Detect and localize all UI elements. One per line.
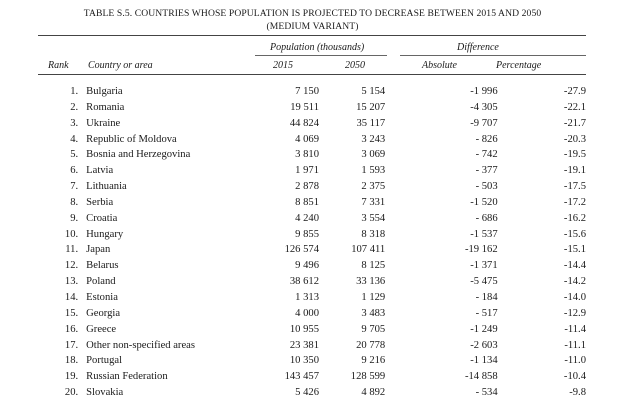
population-2050-cell: 8 318 xyxy=(361,228,386,240)
header-bottom-rule xyxy=(38,74,586,75)
population-2050-cell: 5 154 xyxy=(361,86,386,97)
table-row xyxy=(38,132,586,148)
percentage-difference-cell: -19.1 xyxy=(563,165,586,177)
population-2015-cell: 8 851 xyxy=(295,196,319,208)
percentage-difference-cell: -22.1 xyxy=(563,101,586,113)
population-2015-cell: 4 240 xyxy=(295,212,319,224)
absolute-difference-cell: -1 537 xyxy=(470,228,498,240)
population-2050-cell: 128 599 xyxy=(350,371,386,383)
percentage-difference-cell: -14.2 xyxy=(563,276,586,288)
country-cell: Romania xyxy=(86,101,125,113)
table-row xyxy=(38,322,586,338)
country-cell: Ukraine xyxy=(86,117,121,129)
rank-cell: 13. xyxy=(64,276,79,288)
population-2015-cell: 10 350 xyxy=(289,355,319,367)
population-2050-cell: 1 593 xyxy=(361,165,386,177)
population-2015-cell: 10 955 xyxy=(289,323,319,335)
absolute-header: Absolute xyxy=(422,60,457,71)
population-2050-cell: 33 136 xyxy=(356,276,386,288)
country-cell: Russian Federation xyxy=(86,371,168,383)
country-cell: Slovakia xyxy=(86,387,124,399)
table-row xyxy=(38,353,586,369)
rank-header: Rank xyxy=(48,60,69,71)
country-cell: Hungary xyxy=(86,228,124,240)
absolute-difference-cell: - 503 xyxy=(475,181,498,193)
table-row xyxy=(38,274,586,290)
table-row xyxy=(38,211,586,227)
rank-cell: 5. xyxy=(70,149,79,161)
table-row xyxy=(38,306,586,322)
percentage-difference-cell: -9.8 xyxy=(569,387,586,399)
country-cell: Poland xyxy=(86,276,116,288)
rank-cell: 8. xyxy=(70,196,79,208)
population-2050-cell: 1 129 xyxy=(361,291,386,303)
percentage-difference-cell: -27.9 xyxy=(563,86,586,97)
population-group-header: Population (thousands) xyxy=(270,42,365,53)
population-2015-cell: 4 000 xyxy=(295,307,319,319)
country-cell: Estonia xyxy=(86,291,118,303)
population-2015-cell: 9 496 xyxy=(295,260,319,272)
country-cell: Republic of Moldova xyxy=(86,133,177,145)
country-cell: Japan xyxy=(86,244,111,256)
absolute-difference-cell: -9 707 xyxy=(470,117,498,129)
table-body xyxy=(38,84,586,401)
table-row xyxy=(38,84,586,100)
population-2050-cell: 9 216 xyxy=(361,355,386,367)
table-row xyxy=(38,242,586,258)
table-row xyxy=(38,179,586,195)
absolute-difference-cell: -14 858 xyxy=(464,371,498,383)
population-2050-cell: 4 892 xyxy=(361,387,386,399)
country-cell: Croatia xyxy=(86,212,118,224)
population-2050-cell: 3 554 xyxy=(361,212,386,224)
country-cell: Belarus xyxy=(86,260,119,272)
percentage-difference-cell: -14.0 xyxy=(563,291,586,303)
percentage-difference-cell: -15.1 xyxy=(563,244,586,256)
population-2050-cell: 15 207 xyxy=(356,101,386,113)
percentage-difference-cell: -15.6 xyxy=(563,228,586,240)
percentage-difference-cell: -12.9 xyxy=(563,307,586,319)
population-2015-cell: 23 381 xyxy=(289,339,319,351)
table-title: TABLE S.5. COUNTRIES WHOSE POPULATION IS PROJECTED TO DECREASE BETWEEN 2015 AND 2050 xyxy=(83,8,542,19)
absolute-difference-cell: -19 162 xyxy=(464,244,498,256)
population-subrule xyxy=(255,55,387,56)
population-2050-cell: 9 705 xyxy=(361,323,386,335)
table-row xyxy=(38,195,586,211)
population-2050-cell: 107 411 xyxy=(351,244,386,256)
percentage-difference-cell: -21.7 xyxy=(563,117,586,129)
rank-cell: 2. xyxy=(70,101,79,113)
population-2050-cell: 2 375 xyxy=(361,181,386,193)
country-cell: Portugal xyxy=(86,355,123,367)
rank-cell: 7. xyxy=(70,181,79,193)
population-2015-cell: 3 810 xyxy=(295,149,319,161)
country-header: Country or area xyxy=(88,60,153,71)
absolute-difference-cell: -5 475 xyxy=(470,276,498,288)
absolute-difference-cell: -4 305 xyxy=(470,101,498,113)
population-2050-cell: 35 117 xyxy=(356,117,386,129)
rank-cell: 3. xyxy=(70,117,79,129)
percentage-difference-cell: -20.3 xyxy=(563,133,586,145)
rank-cell: 18. xyxy=(64,355,79,367)
population-2050-cell: 3 243 xyxy=(361,133,386,145)
rank-cell: 15. xyxy=(64,307,79,319)
percentage-difference-cell: -17.5 xyxy=(563,181,586,193)
country-cell: Other non-specified areas xyxy=(86,339,195,351)
population-2050-cell: 7 331 xyxy=(361,196,386,208)
absolute-difference-cell: - 184 xyxy=(475,291,498,303)
rank-cell: 1. xyxy=(70,86,79,97)
absolute-difference-cell: - 826 xyxy=(475,133,498,145)
population-table xyxy=(38,84,586,401)
table-row xyxy=(38,227,586,243)
table-row xyxy=(38,116,586,132)
rank-cell: 4. xyxy=(70,133,79,145)
rank-cell: 11. xyxy=(65,244,79,256)
year-2050-header: 2050 xyxy=(345,60,365,71)
absolute-difference-cell: - 377 xyxy=(475,165,498,177)
country-cell: Latvia xyxy=(86,165,114,177)
table-row xyxy=(38,100,586,116)
population-2050-cell: 3 483 xyxy=(361,307,386,319)
population-2015-cell: 38 612 xyxy=(289,276,319,288)
country-cell: Greece xyxy=(86,323,117,335)
population-2015-cell: 9 855 xyxy=(295,228,319,240)
table-row xyxy=(38,258,586,274)
population-2050-cell: 3 069 xyxy=(361,149,386,161)
absolute-difference-cell: -1 249 xyxy=(470,323,498,335)
percentage-difference-cell: -11.0 xyxy=(564,355,586,367)
population-2015-cell: 4 069 xyxy=(295,133,319,145)
rank-cell: 12. xyxy=(64,260,79,272)
percentage-difference-cell: -16.2 xyxy=(563,212,586,224)
percentage-header: Percentage xyxy=(496,60,542,71)
rank-cell: 16. xyxy=(64,323,79,335)
population-2015-cell: 1 313 xyxy=(295,291,319,303)
table-subtitle: (MEDIUM VARIANT) xyxy=(266,21,359,32)
table-row xyxy=(38,290,586,306)
absolute-difference-cell: - 686 xyxy=(475,212,498,224)
population-2015-cell: 143 457 xyxy=(284,371,319,383)
table-row xyxy=(38,385,586,401)
rank-cell: 17. xyxy=(64,339,79,351)
absolute-difference-cell: -1 520 xyxy=(470,196,498,208)
absolute-difference-cell: - 534 xyxy=(475,387,498,399)
rank-cell: 20. xyxy=(64,387,79,399)
difference-group-header: Difference xyxy=(457,42,499,53)
absolute-difference-cell: -1 371 xyxy=(470,260,498,272)
population-2015-cell: 7 150 xyxy=(295,86,319,97)
absolute-difference-cell: - 742 xyxy=(475,149,498,161)
population-2015-cell: 126 574 xyxy=(284,244,319,256)
table-row xyxy=(38,147,586,163)
rank-cell: 9. xyxy=(70,212,79,224)
year-2015-header: 2015 xyxy=(273,60,293,71)
country-cell: Lithuania xyxy=(86,181,127,193)
rank-cell: 14. xyxy=(64,291,79,303)
population-2015-cell: 1 971 xyxy=(295,165,319,177)
table-row xyxy=(38,163,586,179)
population-2015-cell: 44 824 xyxy=(289,117,319,129)
population-2050-cell: 20 778 xyxy=(356,339,386,351)
rank-cell: 6. xyxy=(70,165,79,177)
population-2050-cell: 8 125 xyxy=(361,260,386,272)
top-rule xyxy=(38,35,586,36)
absolute-difference-cell: -1 134 xyxy=(470,355,498,367)
difference-subrule xyxy=(400,55,586,56)
country-cell: Bosnia and Herzegovina xyxy=(86,149,191,161)
population-2015-cell: 19 511 xyxy=(290,101,319,113)
rank-cell: 10. xyxy=(64,228,79,240)
absolute-difference-cell: - 517 xyxy=(475,307,498,319)
table-row xyxy=(38,338,586,354)
percentage-difference-cell: -11.1 xyxy=(564,339,586,351)
percentage-difference-cell: -19.5 xyxy=(563,149,586,161)
percentage-difference-cell: -11.4 xyxy=(564,323,586,335)
absolute-difference-cell: -1 996 xyxy=(470,86,498,97)
absolute-difference-cell: -2 603 xyxy=(470,339,498,351)
country-cell: Bulgaria xyxy=(86,86,123,97)
population-2015-cell: 2 878 xyxy=(295,181,319,193)
rank-cell: 19. xyxy=(64,371,79,383)
country-cell: Serbia xyxy=(86,196,114,208)
population-2015-cell: 5 426 xyxy=(295,387,319,399)
country-cell: Georgia xyxy=(86,307,121,319)
percentage-difference-cell: -10.4 xyxy=(563,371,586,383)
percentage-difference-cell: -14.4 xyxy=(563,260,586,272)
table-row xyxy=(38,369,586,385)
percentage-difference-cell: -17.2 xyxy=(563,196,586,208)
